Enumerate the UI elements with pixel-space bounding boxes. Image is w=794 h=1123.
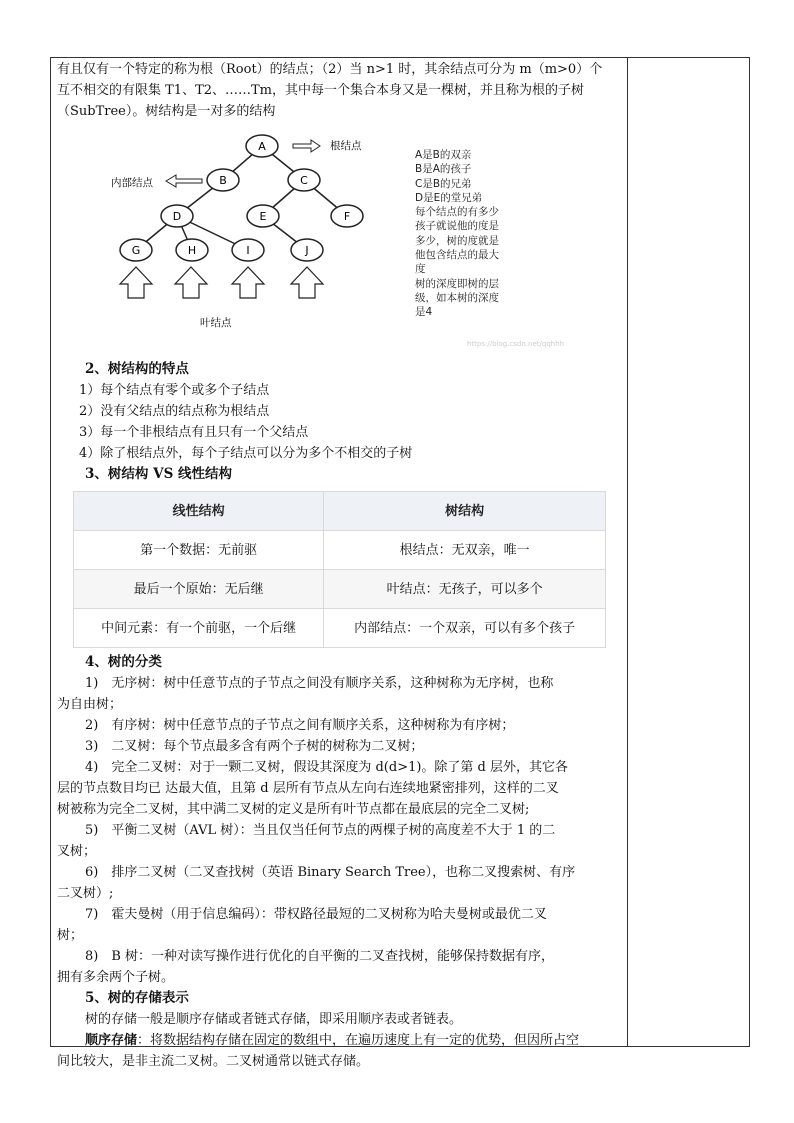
classification-item-line: 7) 霍夫曼树（用于信息编码）：带权路径最短的二叉树称为哈夫曼树或最优二叉 bbox=[85, 907, 547, 922]
section-5-title: 5、树的存储表示 bbox=[85, 990, 189, 1006]
leaf-arrow-3 bbox=[232, 267, 264, 298]
root-arrow bbox=[293, 140, 320, 152]
tree-note-line: B是A的孩子 bbox=[415, 163, 472, 176]
tree-node-label: H bbox=[187, 244, 197, 257]
table-row bbox=[74, 531, 606, 570]
leaf-arrow-4 bbox=[291, 267, 323, 298]
sequential-storage-line bbox=[57, 1030, 623, 1051]
tree-figure bbox=[57, 126, 623, 349]
table-row bbox=[74, 609, 606, 648]
tree-note-line: 每个结点的有多少 bbox=[415, 206, 499, 219]
leaf-arrow-1 bbox=[120, 267, 152, 298]
leaf-arrow-2 bbox=[175, 267, 207, 298]
feature-item-2: 2）没有父结点的结点称为根结点 bbox=[79, 404, 270, 419]
classification-item-line: 5) 平衡二叉树（AVL 树）：当且仅当任何节点的两棵子树的高度差不大于 1 的二 bbox=[85, 823, 556, 838]
table-cell: 叶结点：无孩子，可以多个 bbox=[324, 570, 606, 609]
classification-item-line: 拥有多余两个子树。 bbox=[57, 970, 175, 985]
feature-item-3: 3）每一个非根结点有且只有一个父结点 bbox=[79, 425, 309, 440]
classification-item-line: 层的节点数目均已 达最大值，且第 d 层所有节点从左向右连续地紧密排列，这样的二叉 bbox=[57, 781, 559, 796]
document-body bbox=[57, 59, 623, 1072]
intro-line-2: 互不相交的有限集 T1、T2、……Tm，其中每一个集合本身又是一棵树，并且称为根的子树 bbox=[57, 83, 585, 98]
classification-item-line: 4) 完全二叉树：对于一颗二叉树，假设其深度为 d(d>1)。除了第 d 层外，其它各 bbox=[85, 760, 569, 775]
classification-item-line: 树被称为完全二叉树，其中满二叉树的定义是所有叶节点都在最底层的完全二叉树; bbox=[57, 802, 530, 817]
section-4-title: 4、树的分类 bbox=[85, 654, 162, 670]
section-2-title: 2、树结构的特点 bbox=[85, 361, 189, 377]
intro-line-1: 有且仅有一个特定的称为根（Root）的结点；（2）当 n>1 时，其余结点可分为 m（m>0）个 bbox=[57, 62, 603, 77]
classification-item-line: 8) B 树：一种对读写操作进行优化的自平衡的二叉查找树，能够保持数据有序， bbox=[85, 949, 555, 964]
tree-classification-list bbox=[57, 673, 623, 988]
storage-intro: 树的存储一般是顺序存储或者链式存储，即采用顺序表或者链表。 bbox=[85, 1012, 463, 1027]
tree-node-label: C bbox=[300, 174, 308, 187]
classification-item-line: 3) 二叉树：每个节点最多含有两个子树的树称为二叉树； bbox=[85, 739, 424, 754]
root-label: 根结点 bbox=[330, 140, 362, 152]
tree-note-line: 多少，树的度就是 bbox=[415, 234, 499, 247]
comparison-table bbox=[73, 491, 606, 648]
table-cell: 根结点：无双亲，唯一 bbox=[324, 531, 606, 570]
col-header-linear: 线性结构 bbox=[74, 492, 324, 531]
internal-label: 内部结点 bbox=[111, 177, 153, 189]
tree-note-line: 他包含结点的最大 bbox=[415, 249, 499, 262]
tree-note-line: A是B的双亲 bbox=[415, 149, 472, 161]
tree-note-line: 孩子就说他的度是 bbox=[415, 220, 499, 233]
classification-item-line: 树； bbox=[57, 928, 84, 943]
watermark: https://blog.csdn.net/qqhhh bbox=[467, 340, 565, 348]
tree-node-label: F bbox=[343, 210, 351, 223]
feature-item-1: 1）每个结点有零个或多个子结点 bbox=[79, 383, 270, 398]
classification-item-line: 叉树； bbox=[57, 844, 97, 859]
table-cell: 中间元素：有一个前驱，一个后继 bbox=[74, 609, 324, 648]
tree-note-line: 树的深度即树的层 bbox=[415, 277, 499, 290]
table-cell: 第一个数据：无前驱 bbox=[74, 531, 324, 570]
classification-item-line: 2) 有序树：树中任意节点的子节点之间有顺序关系，这种树称为有序树； bbox=[85, 718, 515, 733]
tree-note-line: D是E的堂兄弟 bbox=[415, 191, 483, 204]
tree-node-label: G bbox=[131, 244, 141, 257]
classification-item-line: 二叉树）; bbox=[57, 886, 114, 901]
intro-line-3: （SubTree）。树结构是一对多的结构 bbox=[57, 104, 276, 119]
tree-node-label: E bbox=[259, 210, 267, 223]
table-cell: 最后一个原始：无后继 bbox=[74, 570, 324, 609]
classification-item-line: 为自由树； bbox=[57, 697, 123, 712]
tree-notes bbox=[415, 148, 525, 320]
tree-note-line: C是B的兄弟 bbox=[415, 177, 472, 190]
sequential-storage-line-2: 间比较大，是非主流二叉树。二叉树通常以链式存储。 bbox=[57, 1054, 370, 1069]
feature-item-4: 4）除了根结点外，每个子结点可以分为多个不相交的子树 bbox=[79, 446, 413, 461]
tree-node-label: B bbox=[219, 174, 227, 187]
table-cell: 内部结点：一个双亲，可以有多个孩子 bbox=[324, 609, 606, 648]
tree-node-label: I bbox=[246, 244, 250, 257]
sequential-storage-text: ：将数据结构存储在固定的数组中，在遍历速度上有一定的优势，但因所占空 bbox=[137, 1033, 580, 1048]
column-divider bbox=[627, 57, 628, 1047]
classification-item-line: 1) 无序树：树中任意节点的子节点之间没有顺序关系，这种树称为无序树，也称 bbox=[85, 676, 554, 691]
tree-node-label: J bbox=[305, 244, 309, 257]
tree-note-line: 是4 bbox=[415, 306, 433, 319]
classification-item-line: 6) 排序二叉树（二叉查找树（英语 Binary Search Tree），也称二叉搜索树、有序 bbox=[85, 865, 576, 880]
tree-node-label: A bbox=[258, 140, 266, 153]
leaf-label: 叶结点 bbox=[200, 317, 232, 329]
tree-note-line: 度 bbox=[415, 263, 426, 276]
sequential-storage-label: 顺序存储 bbox=[85, 1033, 138, 1048]
tree-node-label: D bbox=[172, 210, 182, 223]
col-header-tree: 树结构 bbox=[324, 492, 606, 531]
internal-arrow bbox=[166, 175, 202, 187]
section-3-title: 3、树结构 VS 线性结构 bbox=[85, 466, 233, 482]
table-row bbox=[74, 570, 606, 609]
tree-note-line: 级，如本树的深度 bbox=[415, 291, 499, 304]
